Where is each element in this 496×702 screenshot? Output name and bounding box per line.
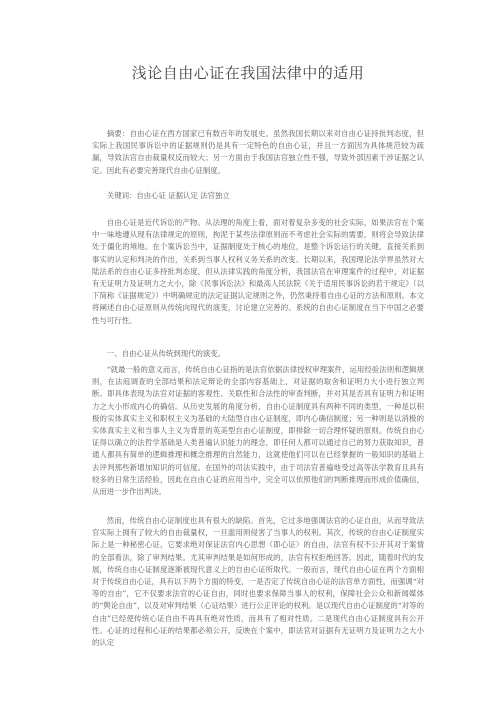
intro-paragraph: 自由心证是近代诉讼的产物。从法理的角度上看，面对着复杂多变的社会实际，如果法官在个案中一味地遵从现有法律规定的原则，拘泥于某些法律原则而不考虑社会实际的需要，则将会导致法律处于僵化的境地。在个案诉讼当中，证据制度处于核心的地位，是整个诉讼运行的关键，直接关系到事实的认定和判决的作出，关系到当事人权利义务关系的改变。长期以来，我国理论法学界虽然对大陆法系的自由心证多持批判态度，但从法律实践的角度分析，我国法官在审理案件的过程中，对证据有无证明力及证明力之大小，除《民事诉讼法》和最高人民法院《关于适用民事诉讼的若干规定》（以下简称《证据规定》）中明确规定的法定证据认定规则之外，仍然秉持着自由心证的方法和原则。本文将阐述自由心证原则从传统向现代的演变，讨论建立完善的、系统的自由心证制度在当下中国之必要性与可行性。	[92, 218, 424, 325]
keywords-line: 关键词：自由心证 证据认定 法官独立	[106, 191, 230, 200]
abstract-paragraph: 摘要：自由心证在西方国家已有数百年的发展史。虽然我国长期以来对自由心证持批判态度，但实际上我国民事诉讼中的证据规则仍是具有一定特色的自由心证，并且一方面因为具体规范较为疏漏，导致法官自由裁量权反而较大；另一方面由于我国法官独立性不强，导致外部因素干涉证据之认定。因此有必要完善现代自由心证制度。	[92, 129, 424, 175]
body-paragraph-2: 然而，传统自由心证制度也具有很大的缺陷。首先，它过多地强调法官的心证自由，从而导致法官实际上拥有了较大的自由裁量权，一旦滥用则侵害了当事人的权利。其次，传统的自由心证制度实际上是一种秘密心证，它要求绝对保证法官内心思想（即心证）的自由，法官有权不公开其对于案情的全部看法，除了审判结果。尤其审判结果是如何形成的，法官有权拒绝回答。因此，随着时代的发展，传统自由心证制度逐渐被现代意义上的自由心证所取代。一般而言，现代自由心证在两个方面相对于传统自由心证，具有以下两个方面的特变，一是否定了传统自由心证的法官单方面性，而强调“对等的自由”，它不仅要求法官的心证自由，同时也要求保障当事人的权利，保障社会公众和新闻媒体的“舆论自由”，以及对审判结果（心证结果）进行公正评论的权利。是以现代自由心证制度的“对等的自由”已经使传统心证自由不再具有绝对性质，而具有了相对性质。二是现代自由心证制度具有公开性。心证的过程和心证的结果都必须公开，反映在个案中，即法官对证据有无证明力及证明力之大小的认定	[92, 516, 424, 648]
body-paragraph-1: “就最一般的意义而言，传统自由心证指的是法官依据法律授权审理案件，运用经验法则和逻辑规则，在法庭调查的全部结果和法定辩论的全部内容基础上，对证据的取舍和证明力大小进行独立判断。即具体表现为法官对证据的客观性、关联性和合法性的审查判断，并对其是否具有证明力和证明力之大小形成内心的确信。从历史发展的角度分析，自由心证制度具有两种不同的类型，一种是以积极的实体真实主义和职权主义为基础的大陆型自由心证制度，即内心确信制度；另一种则是以消极的实体真实主义和当事人主义为背景的英美型自由心证制度，即排除一切合理怀疑的原则。传统自由心证得以确立的法哲学基础是人类普遍认识能力的理念，即任何人都可以通过自己的努力获取知识，普通人都具有简单的逻辑推理和概念推理的自然能力，这就使他们可以在已经掌握的一般知识的基础上去评判那些新增加知识的可信度。在国外的司法实践中，由于司法官普遍地受过高等法学教育且具有较多的日常生活经验，因此在自由心证的应用当中，完全可以依照他们的判断推理而形成价值确信，从而进一步作出判决。	[92, 365, 424, 497]
document-title: 浅论自由心证在我国法律中的适用	[131, 64, 365, 82]
section-heading: 一、自由心证从传统到现代的演变。	[106, 349, 226, 358]
